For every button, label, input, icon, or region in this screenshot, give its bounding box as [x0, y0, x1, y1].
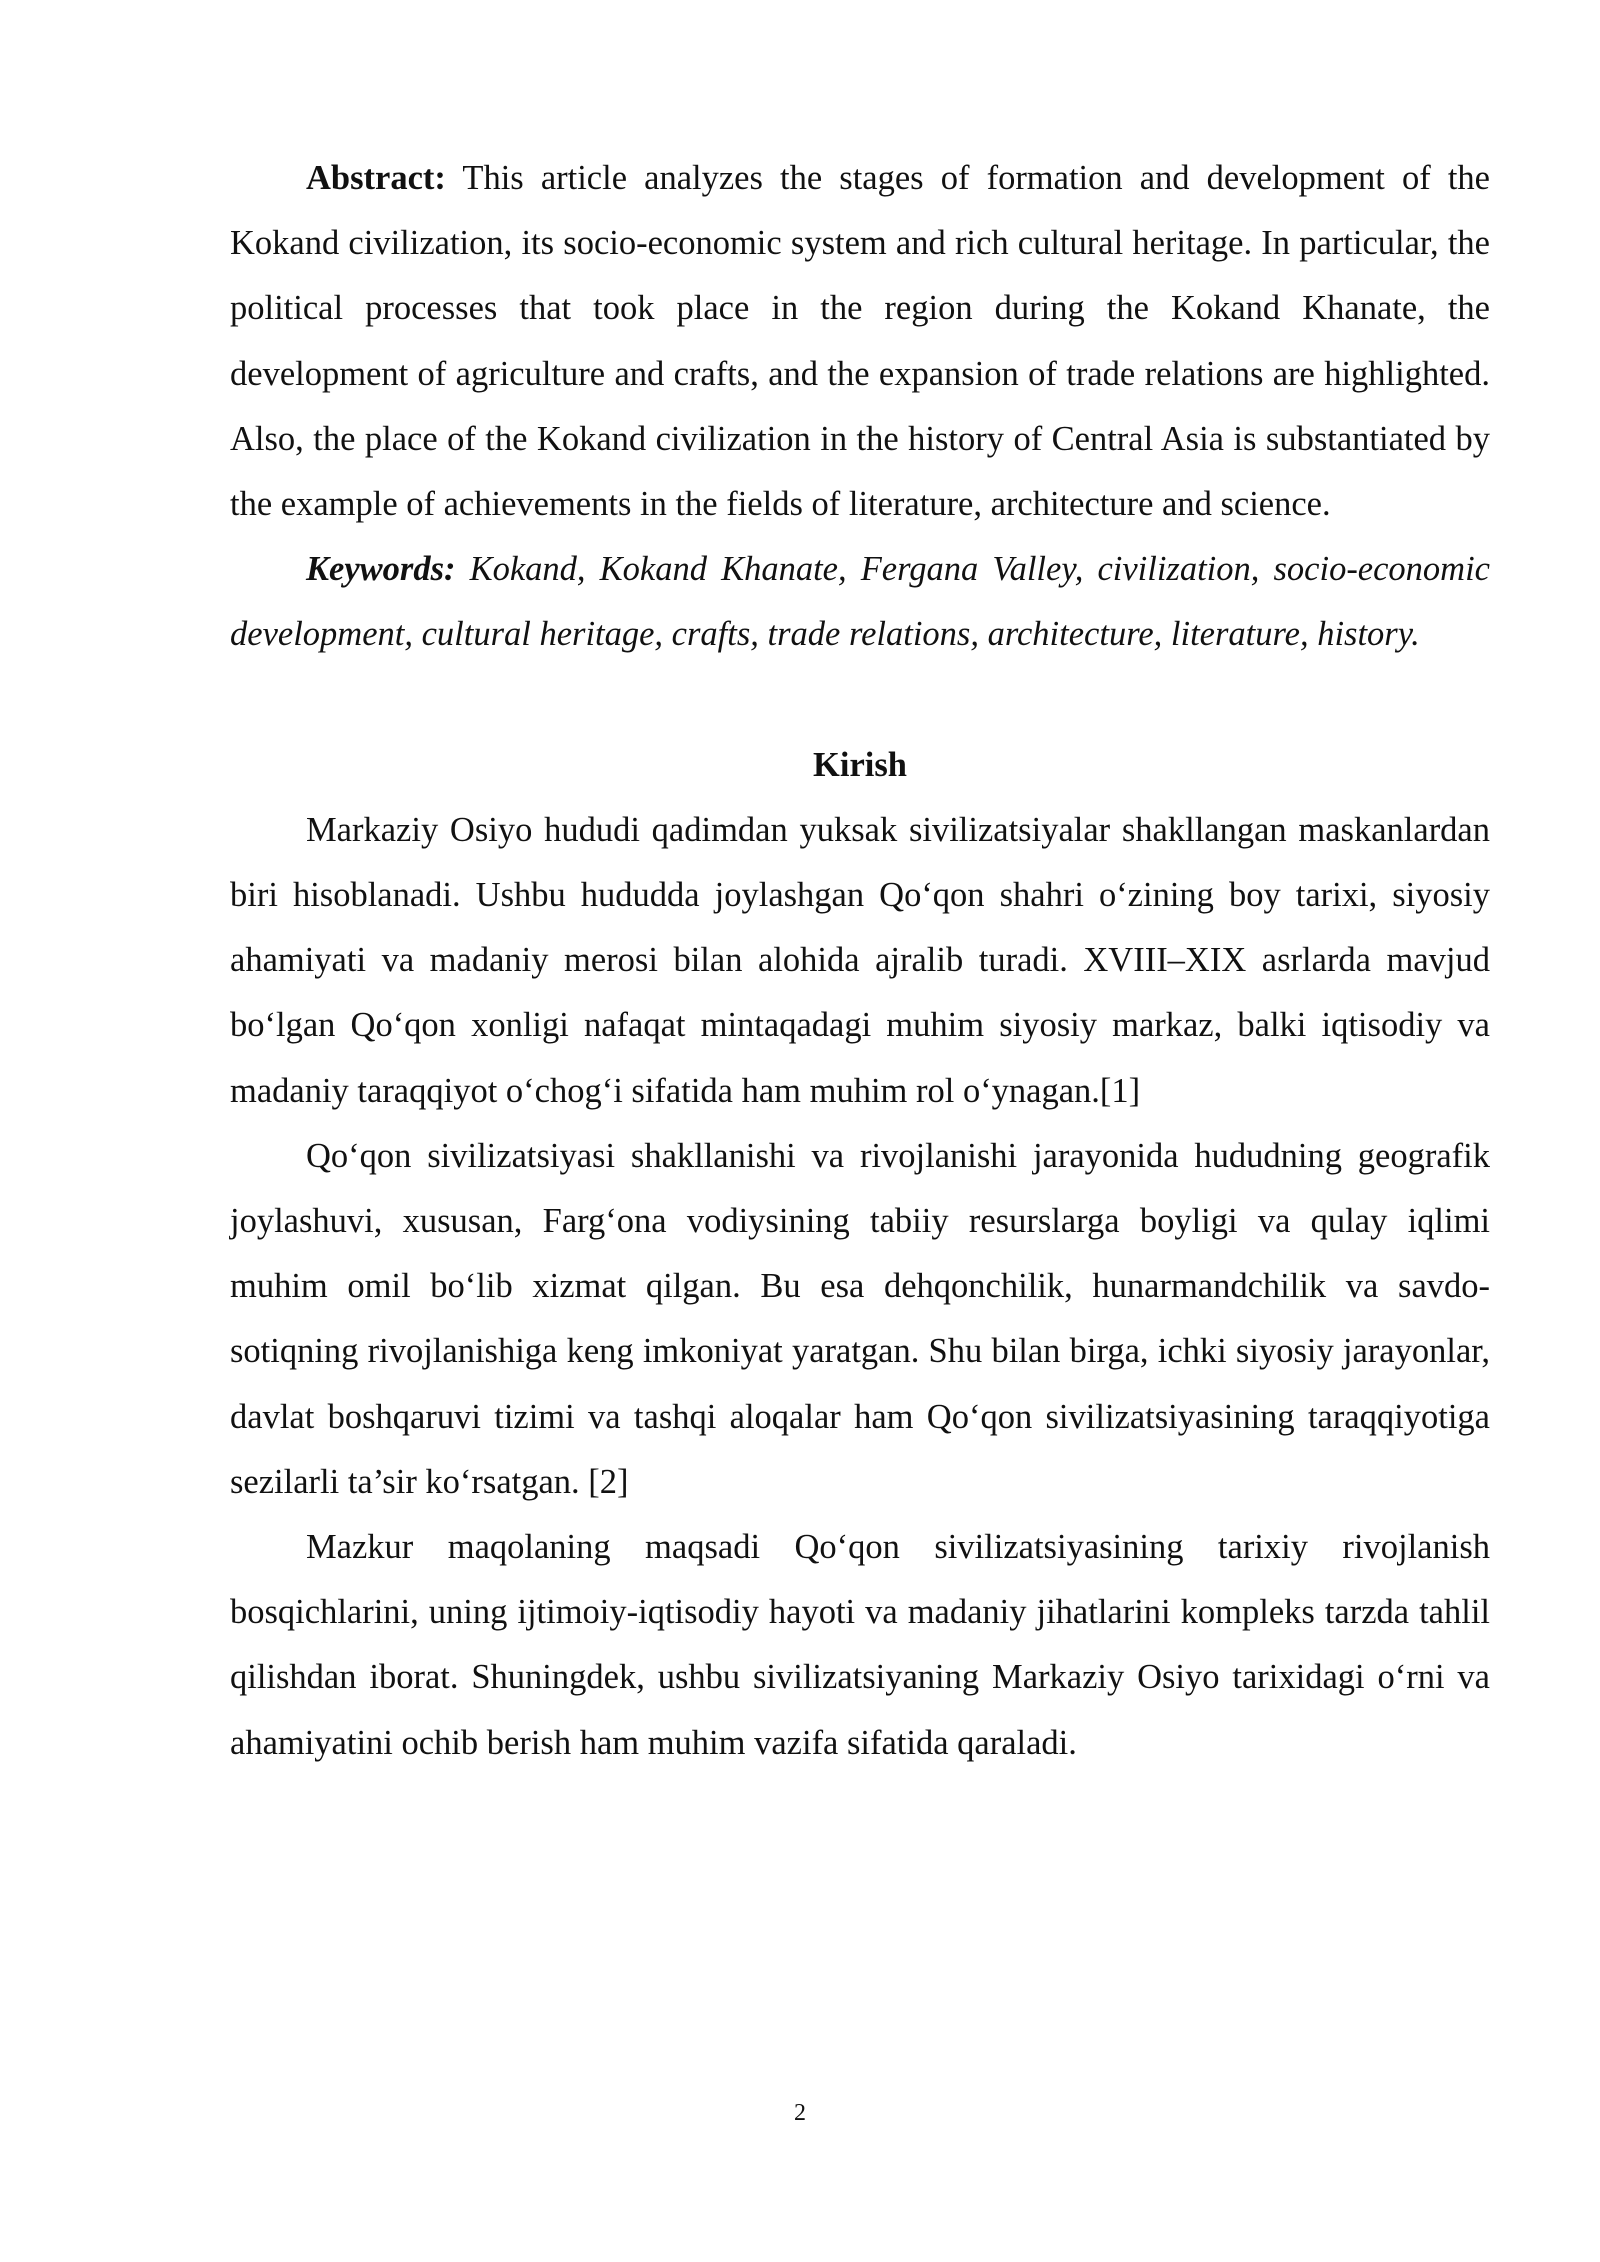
page-body [230, 146, 1490, 1776]
body-paragraph-3: Mazkur maqolaning maqsadi Qo‘qon sivilizatsiyasining tarixiy rivojlanish bosqichlarini, uning ijtimoiy-iqtisodiy hayoti va madaniy jihatlarini kompleks tarzda tahlil qilishdan iborat. Shuningdek, ushbu sivilizatsiyaning Markaziy Osiyo tarixidagi o‘rni va ahamiyatini ochib berish ham muhim vazifa sifatida qaraladi. [230, 1528, 1490, 1762]
body-paragraph-1: Markaziy Osiyo hududi qadimdan yuksak sivilizatsiyalar shakllangan maskanlardan biri hisoblanadi. Ushbu hududda joylashgan Qo‘qon shahri o‘zining boy tarixi, siyosiy ahamiyati va madaniy merosi bilan alohida ajralib turadi. XVIII–XIX asrlarda mavjud bo‘lgan Qo‘qon xonligi nafaqat mintaqadagi muhim siyosiy markaz, balki iqtisodiy va madaniy taraqqiyot o‘chog‘i sifatida ham muhim rol o‘ynagan.[1] [230, 810, 1490, 1110]
section-heading: Kirish [813, 745, 907, 784]
abstract-paragraph [230, 146, 1490, 537]
page-number: 2 [794, 2100, 806, 2126]
body-paragraph-2: Qo‘qon sivilizatsiyasi shakllanishi va rivojlanishi jarayonida hududning geografik joylashuvi, xususan, Farg‘ona vodiysining tabiiy resurslarga boyligi va qulay iqlimi muhim omil bo‘lib xizmat qilgan. Bu esa dehqonchilik, hunarmandchilik va savdo-sotiqning rivojlanishiga keng imkoniyat yaratgan. Shu bilan birga, ichki siyosiy jarayonlar, davlat boshqaruvi tizimi va tashqi aloqalar ham Qo‘qon sivilizatsiyasining taraqqiyotiga sezilarli ta’sir ko‘rsatgan. [2] [230, 1136, 1490, 1501]
abstract-label: Abstract: [306, 159, 446, 197]
keywords-text: Kokand, Kokand Khanate, Fergana Valley, civilization, socio-economic development, cultural heritage, crafts, trade relations, architecture, literature, history. [230, 550, 1490, 654]
abstract-text: This article analyzes the stages of formation and development of the Kokand civilization, its socio-economic system and rich cultural heritage. In particular, the political processes that took place in the region during the Kokand Khanate, the development of agriculture and crafts, and the expansion of trade relations are highlighted. Also, the place of the Kokand civilization in the history of Central Asia is substantiated by the example of achievements in the fields of literature, architecture and science. [230, 159, 1490, 524]
keywords-paragraph [230, 537, 1490, 667]
keywords-label: Keywords: [306, 550, 456, 589]
